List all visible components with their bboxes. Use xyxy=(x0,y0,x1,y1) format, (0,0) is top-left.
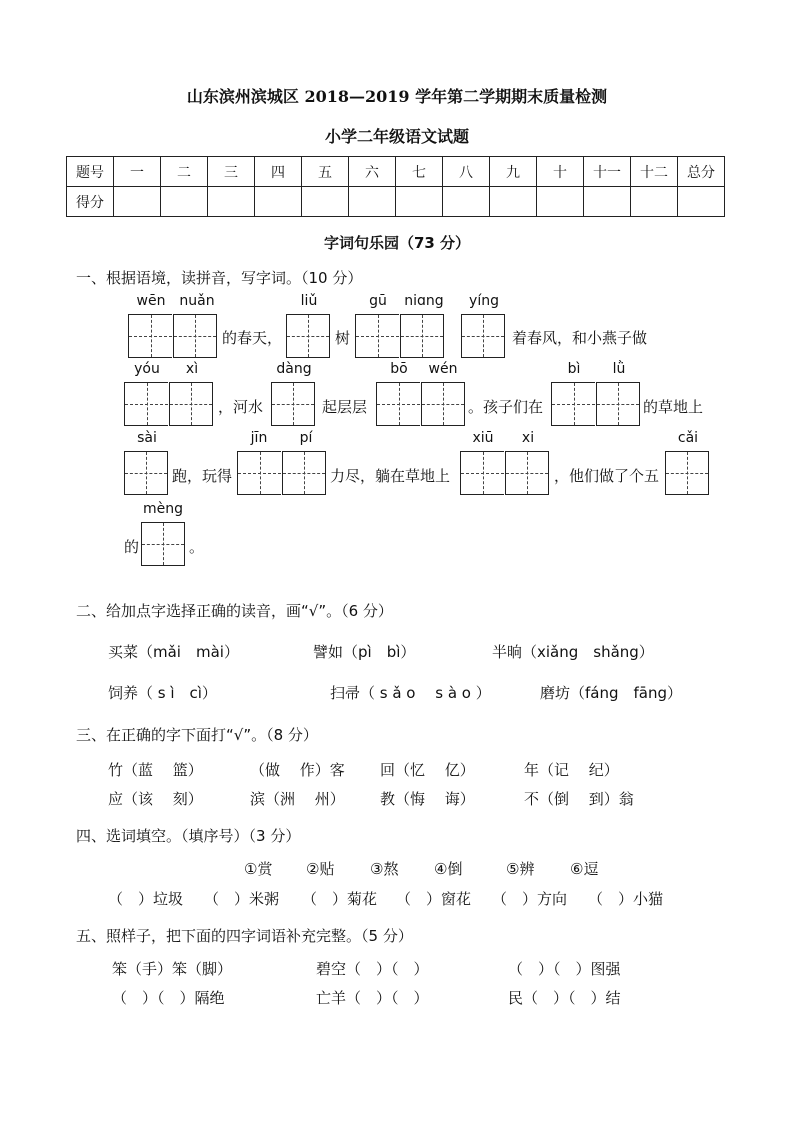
q4-option: ②贴 xyxy=(306,860,335,878)
passage-text: 。 xyxy=(189,538,205,556)
score-cell: 总分 xyxy=(678,157,725,187)
pinyin-label: bì xyxy=(567,361,581,377)
q5-item[interactable]: （ ）（ ）隔绝 xyxy=(112,989,225,1007)
q4-title: 四、选词填空。（填序号）（3 分） xyxy=(76,827,301,845)
passage-text: 。孩子们在 xyxy=(468,398,544,416)
q2-item[interactable]: 饲养（ s ì cì） xyxy=(108,684,217,702)
score-input-cell[interactable] xyxy=(443,187,490,217)
pinyin-label: niɑng xyxy=(404,293,444,309)
q4-blank[interactable]: （ ）小猫 xyxy=(588,890,664,908)
pinyin-label: liǔ xyxy=(300,293,318,309)
q2-item[interactable]: 扫帚（ s ǎ o s à o ） xyxy=(330,684,491,702)
q3-item[interactable]: （做 作）客 xyxy=(250,761,345,779)
q4-option: ⑥逗 xyxy=(570,860,599,878)
score-input-cell[interactable] xyxy=(349,187,396,217)
q3-item[interactable]: 竹（蓝 篮） xyxy=(108,761,203,779)
passage-text: 跑，玩得 xyxy=(172,467,233,485)
writing-box[interactable] xyxy=(355,314,399,358)
passage-text: 着春风，和小燕子做 xyxy=(512,329,648,347)
score-input-cell[interactable] xyxy=(302,187,349,217)
q4-option: ③熬 xyxy=(370,860,399,878)
score-cell: 题号 xyxy=(67,157,114,187)
score-cell: 九 xyxy=(490,157,537,187)
score-cell: 三 xyxy=(208,157,255,187)
passage-text: 的 xyxy=(124,538,140,556)
q4-option: ①赏 xyxy=(244,860,273,878)
score-cell: 六 xyxy=(349,157,396,187)
q2-item[interactable]: 半晌（xiǎng shǎng） xyxy=(492,643,654,661)
writing-box[interactable] xyxy=(128,314,172,358)
q3-title: 三、在正确的字下面打“√”。（8 分） xyxy=(76,726,318,744)
writing-box[interactable] xyxy=(282,451,326,495)
passage-text: 起层层 xyxy=(322,398,368,416)
score-cell: 二 xyxy=(161,157,208,187)
q3-item[interactable]: 回（忆 亿） xyxy=(380,761,475,779)
score-cell: 五 xyxy=(302,157,349,187)
score-input-cell[interactable] xyxy=(161,187,208,217)
score-cell: 十一 xyxy=(584,157,631,187)
writing-box[interactable] xyxy=(596,382,640,426)
q4-blank[interactable]: （ ）米粥 xyxy=(204,890,280,908)
score-input-cell[interactable] xyxy=(490,187,537,217)
pinyin-label: xì xyxy=(185,361,199,377)
section-title: 字词句乐园（73 分） xyxy=(323,234,471,252)
q5-item[interactable]: 亡羊（ ）（ ） xyxy=(316,989,429,1007)
q3-item[interactable]: 应（该 刻） xyxy=(108,790,203,808)
pinyin-label: gū xyxy=(369,293,387,309)
pinyin-label: sài xyxy=(137,430,157,446)
pinyin-label: nuǎn xyxy=(179,293,215,309)
pinyin-label: cǎi xyxy=(677,430,699,446)
q4-blank[interactable]: （ ）菊花 xyxy=(302,890,378,908)
score-input-cell[interactable] xyxy=(208,187,255,217)
score-row-label: 得分 xyxy=(67,187,114,217)
writing-box[interactable] xyxy=(124,451,168,495)
q4-blank[interactable]: （ ）方向 xyxy=(492,890,568,908)
pinyin-label: yóu xyxy=(134,361,160,377)
q3-item[interactable]: 年（记 纪） xyxy=(524,761,619,779)
q2-item[interactable]: 买菜（mǎi mài） xyxy=(108,643,239,661)
score-input-cell[interactable] xyxy=(678,187,725,217)
pinyin-label: yíng xyxy=(469,293,499,309)
writing-box[interactable] xyxy=(173,314,217,358)
exam-title: 山东滨州滨城区 2018—2019 学年第二学期期末质量检测 xyxy=(186,87,608,106)
writing-box[interactable] xyxy=(551,382,595,426)
writing-box[interactable] xyxy=(376,382,420,426)
score-cell: 十二 xyxy=(631,157,678,187)
score-table xyxy=(66,156,725,217)
q4-option: ⑤辨 xyxy=(506,860,535,878)
exam-subtitle: 小学二年级语文试题 xyxy=(324,127,469,146)
score-cell: 十 xyxy=(537,157,584,187)
score-table-header-row xyxy=(67,157,725,187)
score-cell: 一 xyxy=(114,157,161,187)
q3-item[interactable]: 不（倒 到）翁 xyxy=(524,790,634,808)
q5-title: 五、照样子，把下面的四字词语补充完整。（5 分） xyxy=(76,927,413,945)
writing-box[interactable] xyxy=(169,382,213,426)
writing-box[interactable] xyxy=(505,451,549,495)
passage-text: ，河水 xyxy=(218,398,264,416)
writing-box[interactable] xyxy=(461,314,505,358)
q4-blank[interactable]: （ ）窗花 xyxy=(396,890,472,908)
score-table-score-row xyxy=(67,187,725,217)
writing-box[interactable] xyxy=(141,522,185,566)
writing-box[interactable] xyxy=(460,451,504,495)
passage-text: 树 xyxy=(335,329,351,347)
q4-blank[interactable]: （ ）垃圾 xyxy=(108,890,184,908)
passage-text: 力尽，躺在草地上 xyxy=(330,467,451,485)
pinyin-label: wén xyxy=(428,361,458,377)
q2-item[interactable]: 譬如（pì bì） xyxy=(313,643,416,661)
q4-option: ④倒 xyxy=(434,860,463,878)
writing-box[interactable] xyxy=(400,314,444,358)
pinyin-label: xi xyxy=(521,430,535,446)
writing-box[interactable] xyxy=(286,314,330,358)
q3-item[interactable]: 滨（洲 州） xyxy=(250,790,345,808)
writing-box[interactable] xyxy=(237,451,281,495)
score-cell: 八 xyxy=(443,157,490,187)
q5-item[interactable]: 碧空（ ）（ ） xyxy=(316,960,429,978)
passage-text: ，他们做了个五 xyxy=(554,467,660,485)
score-input-cell[interactable] xyxy=(537,187,584,217)
pinyin-label: xiū xyxy=(472,430,494,446)
pinyin-label: lǜ xyxy=(612,361,626,377)
score-input-cell[interactable] xyxy=(114,187,161,217)
q5-item[interactable]: （ ）（ ）图强 xyxy=(508,960,621,978)
pinyin-label: jīn xyxy=(250,430,268,446)
pinyin-label: dàng xyxy=(276,361,312,377)
writing-box[interactable] xyxy=(665,451,709,495)
pinyin-label: pí xyxy=(299,430,313,446)
score-cell: 四 xyxy=(255,157,302,187)
q5-item[interactable]: 民（ ）（ ）结 xyxy=(508,989,621,1007)
pinyin-label: wēn xyxy=(136,293,166,309)
pinyin-label: mèng xyxy=(142,501,183,517)
score-input-cell[interactable] xyxy=(631,187,678,217)
q2-item[interactable]: 磨坊（fáng fāng） xyxy=(540,684,683,702)
q3-item[interactable]: 教（悔 诲） xyxy=(380,790,475,808)
writing-box[interactable] xyxy=(421,382,465,426)
q5-item[interactable]: 笨（手）笨（脚） xyxy=(112,960,233,978)
pinyin-label: bō xyxy=(390,361,408,377)
score-input-cell[interactable] xyxy=(584,187,631,217)
q1-title: 一、根据语境，读拼音，写字词。（10 分） xyxy=(76,269,363,287)
score-cell: 七 xyxy=(396,157,443,187)
score-input-cell[interactable] xyxy=(255,187,302,217)
writing-box[interactable] xyxy=(271,382,315,426)
score-input-cell[interactable] xyxy=(396,187,443,217)
writing-box[interactable] xyxy=(124,382,168,426)
q2-title: 二、给加点字选择正确的读音，画“√”。（6 分） xyxy=(76,602,393,620)
passage-text: 的春天， xyxy=(222,329,283,347)
passage-text: 的草地上 xyxy=(643,398,704,416)
